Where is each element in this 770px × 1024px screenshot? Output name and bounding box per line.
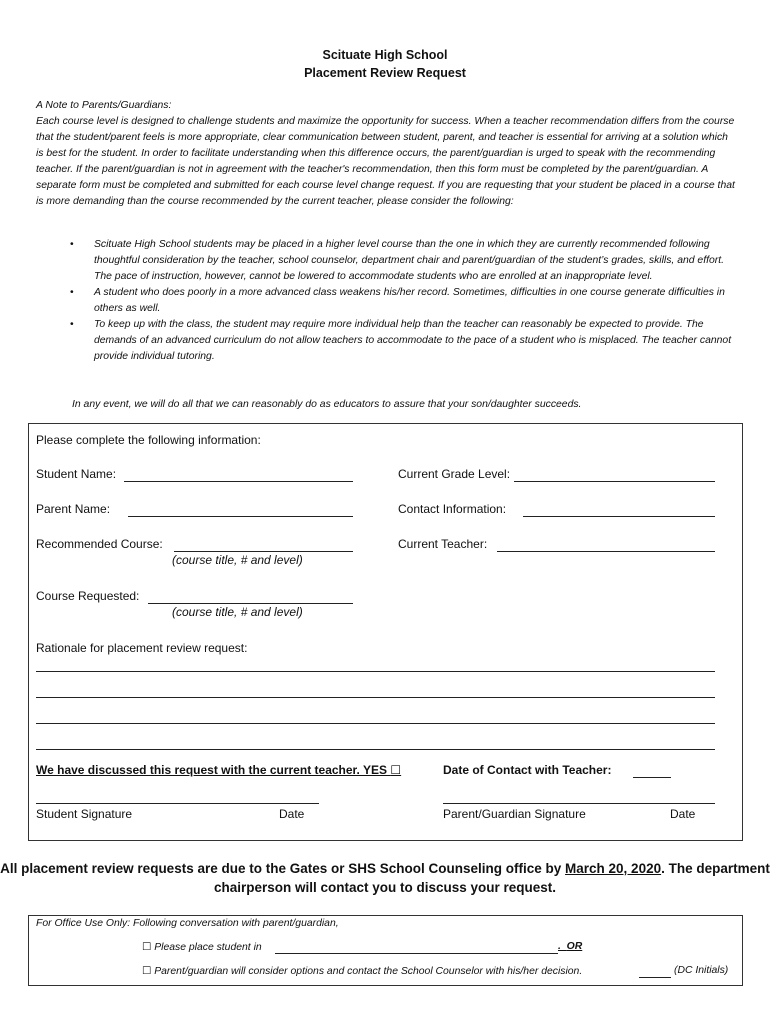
recommended-course-field[interactable] — [174, 551, 353, 552]
recommended-course-hint: (course title, # and level) — [172, 553, 303, 567]
due-text-before: All placement review requests are due to the Gates or SHS School Counseling office by — [0, 861, 562, 876]
office-option-place — [142, 941, 262, 953]
parent-name-field[interactable] — [128, 516, 353, 517]
parent-signature-field[interactable] — [443, 803, 715, 804]
date-contact-label: Date of Contact with Teacher: — [443, 763, 612, 777]
school-name: Scituate High School — [322, 48, 448, 62]
rationale-line-1[interactable] — [36, 671, 715, 672]
closing-note: In any event, we will do all that we can reasonably do as educators to assure that your son/daughter succeeds. — [72, 399, 582, 410]
student-name-field[interactable] — [124, 481, 353, 482]
rationale-line-4[interactable] — [36, 749, 715, 750]
course-requested-hint: (course title, # and level) — [172, 605, 303, 619]
bullet-text: To keep up with the class, the student may require more individual help than the teacher can reasonably be expected to provide. The demands of an advanced curriculum do not allow teachers to accommodate to the pace of a student who is misplaced. The teacher cannot provide individual tutoring. — [94, 319, 732, 362]
note-section — [36, 98, 736, 210]
dc-initials-field[interactable] — [639, 977, 671, 978]
note-heading: A Note to Parents/Guardians: — [36, 100, 172, 111]
student-date-label: Date — [279, 807, 305, 821]
contact-info-label: Contact Information: — [398, 502, 507, 516]
form-title: Placement Review Request — [304, 66, 466, 80]
parent-date-label: Date — [670, 807, 696, 821]
course-requested-label: Course Requested: — [36, 589, 140, 603]
dc-initials-label: (DC Initials) — [674, 965, 729, 976]
office-option-consider — [142, 965, 582, 977]
contact-info-field[interactable] — [523, 516, 715, 517]
place-student-checkbox[interactable]: ☐ — [142, 942, 152, 953]
bullet-icon: • — [70, 287, 74, 298]
parent-name-label: Parent Name: — [36, 502, 111, 516]
rationale-line-2[interactable] — [36, 697, 715, 698]
grade-level-field[interactable] — [514, 481, 715, 482]
due-notice — [0, 859, 770, 897]
current-teacher-field[interactable] — [497, 551, 715, 552]
student-signature-label: Student Signature — [36, 807, 133, 821]
bullet-icon: • — [70, 239, 74, 250]
form-intro: Please complete the following information: — [36, 433, 261, 447]
course-requested-field[interactable] — [148, 603, 353, 604]
office-heading: For Office Use Only: Following conversation with parent/guardian, — [36, 918, 339, 929]
list-item — [70, 285, 738, 317]
rationale-label: Rationale for placement review request: — [36, 641, 248, 655]
due-date: March 20, 2020 — [565, 861, 662, 876]
yes-checkbox[interactable]: ☐ — [390, 763, 402, 777]
bullet-text: Scituate High School students may be placed in a higher level course than the one in which they are currently recommended following thoughtful consideration by the teacher, school counselor, department chair and parent/guardian of the student’s grades, skills, and effort. The pace of instruction, however, cannot be lowered to accommodate students who are enrolled at an inappropriate level. — [94, 239, 724, 282]
or-label: . OR — [558, 941, 583, 952]
information-form — [28, 423, 743, 841]
consider-options-checkbox[interactable]: ☐ — [142, 966, 152, 977]
considerations-list — [70, 237, 738, 365]
discussed-label: We have discussed this request with the current teacher. YES — [36, 763, 388, 777]
bullet-icon: • — [70, 319, 74, 330]
current-teacher-label: Current Teacher: — [398, 537, 488, 551]
student-name-label: Student Name: — [36, 467, 117, 481]
place-student-field[interactable] — [275, 953, 558, 954]
note-body: Each course level is designed to challenge students and maximize the opportunity for success. When a teacher recommendation differs from the course that the student/parent feels is more appropriate, clear communication between student, parent, and teacher is essential for arriving at a solution which is best for the student. In order to facilitate understanding when this difference occurs, the parent/guardian is urged to speak with the recommending teacher. If the parent/guardian is not in agreement with the teacher's recommendation, then this form must be completed by the parent/guardian. A separate form must be completed and submitted for each course level change request. If you are requesting that your student be placed in a course that is more demanding than the course recommended by the current teacher, please consider the following: — [36, 116, 735, 207]
place-student-label: Please place student in — [154, 942, 262, 953]
recommended-course-label: Recommended Course: — [36, 537, 163, 551]
consider-options-label: Parent/guardian will consider options and contact the School Counselor with his/her decision. — [154, 966, 583, 977]
discussed-with-teacher — [36, 762, 401, 778]
grade-level-label: Current Grade Level: — [398, 467, 511, 481]
student-signature-field[interactable] — [36, 803, 319, 804]
list-item — [70, 317, 738, 365]
parent-signature-label: Parent/Guardian Signature — [443, 807, 586, 821]
date-contact-field[interactable] — [633, 777, 671, 778]
list-item — [70, 237, 738, 285]
due-text-after: . The department chairperson will contact you to discuss your request. — [213, 861, 770, 895]
rationale-line-3[interactable] — [36, 723, 715, 724]
bullet-text: A student who does poorly in a more advanced class weakens his/her record. Sometimes, difficulties in one course generate difficulties in others as well. — [94, 287, 725, 314]
